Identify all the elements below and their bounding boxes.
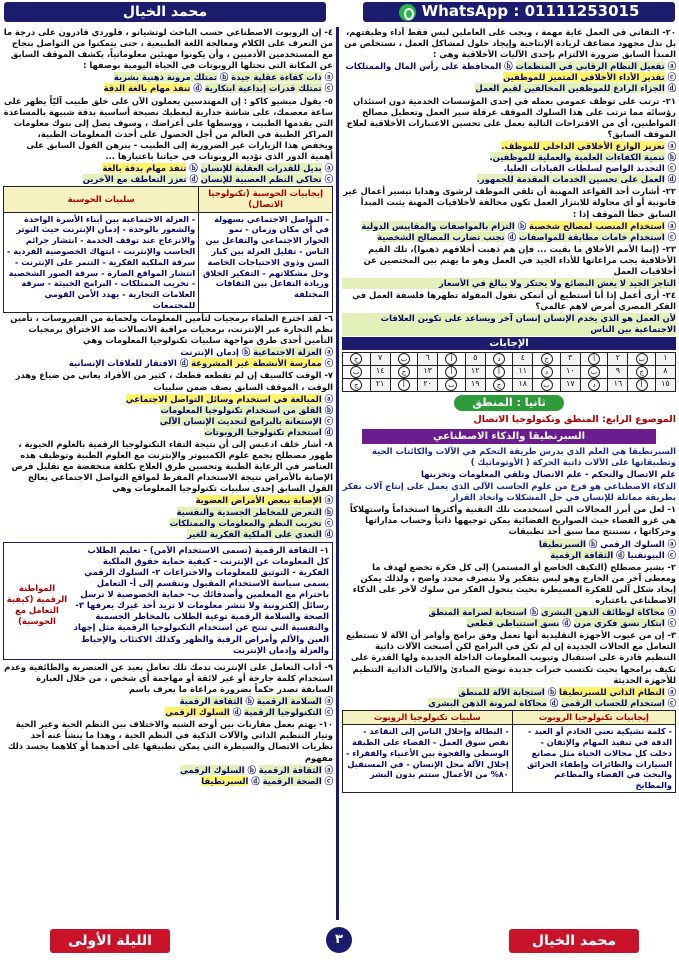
question-r1: ١- لعل من أبرز المجالات التي استخدمت تلك التقنية وأكثرها استخداماً واستهلاكاً هي غزو الفضاء حيث الصواريخ الفضائية يمكن توجيهها ذاتياً وحساب مداراتها وحركاتها ، نستنتج مما سبق أحد تطبيقات [349, 504, 676, 537]
question-23: ٢٣- (إنما الأمم الأخلاق ما بقيت ... فإن هم ذهبت أخلاقهم ذهبوا)، تلك القيم الأخلاقية يجب مراعاتها للأداء الجيد في العمل وهو ما يهتم بين المختصين عن أخلاقيات العمل [363, 243, 676, 276]
robot-neg-title: سلبيات تكنولوجيا الروبوت [343, 710, 513, 724]
answer-number: ١٨ [513, 378, 533, 391]
right-column [342, 27, 676, 920]
answer-number: ١١ [513, 365, 533, 378]
answer-cell: ج [343, 378, 371, 391]
robot-pos: - كلمة تشيكية تعني الخادم أو العبد - الدقة في تنفيذ المهام والإتقان - دخلت كل مجالات الحياة مثل مصانع السيارات والطائرات وإطفاء الحرائق والبحث في الفضاء والمطاعم والمطابخ [512, 725, 675, 793]
qr3-options: ⓐ النظام الذاتي للسبرنطيقا ⓑ استجابة الآلة للمنطق ⓒ استخدام للحساب الرقمي ⓓ محاكاة لمرونة الذهن البشري [428, 686, 676, 708]
answer-number: ٢٠ [418, 378, 438, 391]
robot-pos-title: إيجابيات تكنولوجيا الروبوت [512, 710, 675, 724]
answer-number: ٥ [465, 352, 485, 365]
answer-cell: ب [343, 365, 371, 378]
answer-cell: أ [438, 352, 465, 365]
question-9: ٩- أداب التعامل على الإنترنت تدمك تلك تعامل بعيد عن العنصرية والطائفية وعدم استخدام كلمة جارحة أو غير لائقة أو مهاجمة أي شخص ، من خلال العبارة السابقة نصدر حكماً بضرورة مراعاة ما يعرف باسم [4, 661, 333, 694]
answer-number: ١٠ [560, 365, 580, 378]
answer-cell: أ [485, 365, 512, 378]
question-r3: ٣- إن من عيوب الأجهزة التقليدية أنها تعمل وفق برامج وأوامر أن الآلة لا تستطيع التعامل مع الحالات الجديدة إن لم تكن في البرامج لكن أصبحت الآلات ذاتية التنظيم قادرة على استقبال وتبويب المعلومات الداخلة الجديدة ولها القدرة على تكيف برامجها بحيث تكتسب خبرات جديدة توضح المبادئ والآليات الذاتية التنظيم للأجهزة الحديثة [345, 630, 676, 685]
question-4: ٤- إن الروبوت الاصطناعي حسب الباحث لوتشيانو ، فلوردي قادرون على درجة ما من التعرف على الكلام ومعالجة اللغة الطبيعية ، حتى يتمكنوا من التواصل بنجاح مع المستخدمين الأدميين ، وأن يكونوا مهيئين معلوماتياً، يكشف الموقف السابق عن المكانة التي تحتلها الروبوتات في الحياة اليومية بوصفها : [3, 27, 333, 71]
answers-row [343, 378, 676, 391]
question-10: ١٠- يهتم بعمل مقارنات بين أوجه الشبه والاختلاف بين النظم الحية وغير الحية وتيار التنظيم الذاتي والآلات الذكية في النظم الحية ، وهذا ما ينشأ عنه أحد نظريات الاتصال والسيطرة التي يمكن تطبيقها على أحدهما أو كلاهما يجسد ذلك مفهوم [7, 719, 333, 763]
definition-cybernetics-2: علم الاتصال والتحكم - علم الاتصال وتلقي المعلومات وتخزينها [420, 468, 676, 479]
definition-cybernetics: السبرنطيقا هي العلم الذي يدرس طريقة التحكم في الآلات والكائنات الحية وتطبيقاتها على الآلات ذاتية الحركة ( الأوتوماتيك ) [372, 445, 676, 467]
q6-options: ⓐ العزلة الاجتماعية ⓑ إدمان الإنترنت ⓒ ممارسة الأنشطة غير المشروعة ⓓ الافتقار للعلاقات الإنسانية [68, 347, 333, 369]
answer-number: ٧ [370, 352, 390, 365]
q23-answer: التاجر الجيد لا يغش البضائع ولا يحتكر ولا يبالغ في الأسعار [342, 278, 676, 289]
digital-citizenship-text: ١- الثقافة الرقمية (تسمى الاستخدام الآمن) - تعليم الطلاب كل المعلومات عن الإنترنت - كيفية حماية حقوق الملكية الفكرية - التوثيق للمعلومات والاختراعات ٢- السلوك الرقمي يسمى سياسة الاستخدام المقبول وتنقسم إلى أ- التعامل باحترام مع المعلمين وأصدقائك ب- حماية الخصوصية لا ترسل رسائل إلكترونية ولا تنشر معلومات لا تريد أحد غيرك يعرفها ٣- الصحة والسلامة الرقمية توعية الطلاب بالمخاطر الجسمية والنفسية التي تنتج عن استخدام التكنولوجيا الرقمية مثل إجهاد العين والألم وأمراض الرقبة والظهر وكذلك الاكتئاب والإحباط والعزلة وإدمان الإنترنت [73, 544, 329, 655]
page-footer [0, 922, 679, 960]
q20-options: ⓐ تفعيل النظام الرقابي في المنظمات ⓑ المحافظة على رأس المال والممتلكات ⓒ تقدير الأداء الأخلاقي المتميز للموظفين ⓓ الجزاء الرادع للموظفين المخالفين لقيم العمل [345, 61, 676, 94]
answer-cell: ج [343, 352, 371, 365]
answer-number: ١٩ [465, 378, 485, 391]
footer-night-label: الليلة الأولى [50, 929, 170, 953]
answer-number: ١٢ [465, 365, 485, 378]
question-8: ٨- أشار خلف ادعيس إلى أن نتيجة التقاء التكنولوجيا الرقمية بالعلوم الحيوية ، ظهور مصطلح يجمع علوم الكمبيوتر والإنترنت مع العلوم الطبية وتوظيف هذه العناصر في الرعاية الطبية وتحسين طرق العلاج بكلفة منخفضة مع تقليل فرص الإصابة بالأمراض نتيجة الاستخدام المفرط لمواقع التواصل الاجتماعي يعالج القول السابق إحدى سلبيات تكنولوجيا المعلومات وهي [11, 438, 333, 494]
q9-options: ⓐ السلامة الرقمية ⓑ الثقافة الرقمية ⓒ التكنولوجيا الرقمية ⓓ السلوك الرقمي [165, 696, 333, 718]
q4-options: ⓐ ذات كفاءة عقلية جيدة ⓑ تمتلك مرونة ذهنية بشرية ⓒ تمتلك قدرات إبداعية ابتكارية ⓓ تنفذ مهام بالغة الدقة [103, 72, 333, 94]
q22-options: ⓐ استخدام المنصب لمصالح شخصية ⓑ التزام بالمواصفات والمقاييس الدولية ⓒ استخدام خامات مطابقة للمواصفات ⓓ تجنب تضارب المصالح الشخصية [361, 220, 676, 242]
question-20: ٢٠- التفاني في العمل غاية مهمة ، ويجب على العاملين ليس فقط أداء وظيفتهم، بل بذل مجهود مضاعف لزيادة الإنتاجية وإيجاد حلول لمشاكل العمل ، نستخلص من المبدأ السابق ضرورة الالتزام بإحدى الآليات الأخلاقية وهي : [344, 27, 676, 60]
robot-table [342, 710, 676, 793]
computing-table [3, 186, 333, 313]
footer-author: محمد الخيال [509, 929, 639, 953]
author-name: محمد الخيال [122, 3, 208, 20]
answer-cell: ج [485, 378, 512, 391]
question-6: ٦- لقد اخترع العلماء برمجيات لتأمين المعلومات ولحماية من الفيروسات ، تأمين نظم التجارة عبر الإنترنت، برمجيات مراقبة الاتصالات ضد الاختراق برمجيات التأمين أحدى طرق مواجهة سلبيات تكنولوجيا المعلومات وهي [10, 312, 333, 346]
answer-number: ١٥ [655, 378, 675, 391]
answer-number: ١٧ [560, 378, 580, 391]
question-5: ٥- يقول ميشيو كاكو : إن المهندسين يعملون الآن على خلق طبيب آليّاً يظهر على ساعة معصمك، على شاشة جدارية ليعطيك نصيحة أساسية بدقة شبيهة بالمساعدة التي يقدمها الطبيب ، ووسطها على أعراضك ، وسوف يصل إلى بنوك معلومات المراكز الطبية في العالم من أجل الحصول على أحدث المعلومات الطبية، ويخفض هذا الزيارات غير الضرورية إلى الطبيب - يبرهن القول السابق على أهمية الدور الذي تؤديه الروبوتات في حياتنا باعتبارها ... [3, 95, 333, 162]
q8-options: ⓐ الإصابة ببعض الأمراض العضوية ⓑ التعرض للمخاطر الجسدية والنفسية ⓒ تخريب النظم والمعلومات والممتلكات ⓓ التعدي على الملكية الفكرية للغير [169, 495, 333, 539]
question-7: ٧- الوقت كالسيف إن لم تقطعه قطعك ، كثير من الأفراد يعاني من ضياع وهدر الوقت ، الموقف السابق يصف ضمن سلبيات [15, 370, 333, 392]
computing-neg-title: سلبيات الحوسبة [4, 187, 199, 212]
whatsapp-number: WhatsApp : 01111253015 [421, 2, 640, 21]
qr1-options: ⓐ السلوك الرقمي ⓑ السبرنطيقا ⓒ البيوتقنيا ⓓ الثقافة الرقمية [538, 538, 676, 560]
computing-pos: - التواصل الاجتماعي بسهولة في أي مكان وزمان - نمو الحوار الاجتماعي والتفاعل بين الناس - تقليل العزلة بين كبار السن وذوي الاحتياجات الخاصة وحل مشكلاتهم - التفكير الخلاق وزيادة التفاعل بين الثقافات المختلفة [199, 212, 333, 312]
answer-cell: أ [580, 352, 607, 365]
column-divider [336, 27, 339, 920]
answers-table [342, 352, 676, 392]
answer-number: ١ [655, 352, 675, 365]
answer-cell: أ [628, 378, 655, 391]
answer-number: ٢ [608, 352, 628, 365]
answer-cell: ج [533, 352, 560, 365]
author-banner [4, 2, 326, 22]
q21-options: ⓐ تعزيز الوازع الأخلاقي الداخلي للموظف. ⓑ تنمية الكفاءات العلمية والعملية للموظفين. ⓒ التحديد الواضح لسلطات القيادات العليا. ⓓ العمل على تحسين الخدمات المقدمة للجمهور. [476, 140, 676, 185]
robot-neg: - البطالة وإحلال الناس إلى التقاعد - نقص سوق العمل - القضاء على الطبقة الوسطى والفجوة بين الأغنياء والفقراء - إحلال الآلة محل الإنسان - في المستقبل ٨٠% من الأعمال ستتم بدون البشر [343, 725, 513, 793]
answer-cell: د [533, 365, 560, 378]
answer-number: ٦ [418, 352, 438, 365]
question-24: ٢٤- أرى أعمل إذا أنا أستطيع أن أتمكن تقول المقولة تظهرها فلسفة العمل في الفكر المصري أمرض لاهم عالمي؟ [352, 290, 676, 312]
digital-citizenship-box [3, 542, 333, 660]
answer-number: ٣ [560, 352, 580, 365]
answers-row [343, 352, 676, 365]
computing-pos-title: إيجابيات الحوسبة (تكنولوجيا الاتصال) [199, 187, 333, 212]
definition-ai: الذكاء الاصطناعي هو فرع من علوم الحاسب الآلي الذي يعمل على إنتاج آلات تفكر بطريقة مماثلة للإنسان في حل المشكلات واتخاذ القرار [342, 481, 676, 503]
answer-number: ١٣ [418, 365, 438, 378]
answer-cell: د [580, 378, 607, 391]
topic-title: الموضوع الرابع: المنطق وتكنولوجيا الاتصال [473, 414, 676, 426]
answers-title: الإجابات [342, 337, 676, 350]
topic-band: السبرنطيقا والذكاء الاصطناعي [362, 429, 656, 444]
answer-number: ٨ [655, 365, 675, 378]
answer-cell: ب [390, 352, 417, 365]
answer-cell: ب [628, 352, 655, 365]
digital-citizenship-label: المواطنة الرقمية (كيفية التعامل مع الحوسبة) [6, 582, 68, 627]
whatsapp-banner [363, 2, 675, 22]
answer-number: ٢١ [370, 378, 390, 391]
q5-options: ⓐ بديل للقدرات العقلية للإنسان ⓑ تنفذ مهام بدقة بالغة ⓒ تحاكي النظم العصبية للإنسان ⓓ تعزز التعاطف مع الآخرين [82, 163, 333, 185]
answer-cell: ج [390, 365, 417, 378]
answer-cell: ب [580, 365, 607, 378]
answer-cell: أ [390, 378, 417, 391]
q10-options: ⓐ الثقافة الرقمية ⓑ السلوك الرقمي ⓒ الصحة الرقمية ⓓ السبرنطيقا [179, 764, 333, 786]
question-22: ٢٢- أشارت أحد القواعد المهنية أن تلقي الموظف لرشوى وهدايا تيسير أعمال غير قانونية أو أي محاولة للابتزاز العمل تكون مخالفة لأخلاقيات المهنة يثبت المبدأ السابق خطأ الموقف إذا : [343, 186, 676, 219]
answer-number: ٤ [513, 352, 533, 365]
answer-cell: أ [438, 365, 465, 378]
section-heading: ثانيا : المنطق [342, 395, 676, 412]
question-21: ٢١- ترتب على توظف عمومي بعمله في إحدى المؤسسات الخدمية دون استئذان رؤسائه مما ترتب على هذا السلوك الموقف عرقلة سير العمل وتعطيل مصالح المواطنين، أي من الاقتراحات التالية يعمل على تحسين الاعتبارات الأخلاقية لعلاج الموقف السابق؟ [346, 95, 676, 139]
page-header [0, 0, 679, 26]
computing-neg: - العزلة الاجتماعية بين أبناء الأسرة الواحدة والشعور بالوحدة - إدمان الإنترنت حيث التوتر والانزعاج عند توقف الخدمة - انتشار جرائم الحاسب والإنترنت - انتهاك الخصوصية الفردية - سرقة الملكية الفكرية - التنمر على الإنترنت - انتشار المواقع الضارة - سرقة الصور الشخصية - تخريب الممتلكات - البرامج الخبيثة - سرقة العلامات التجارية - يهدد الأمن القومي للمجتمعات [4, 212, 199, 312]
page-number: ٣ [326, 927, 352, 953]
answer-cell: ب [438, 378, 465, 391]
answer-number: ٩ [608, 365, 628, 378]
q24-answer: لأن العمل هو الذي يخدم الإنسان إنسان آخر ويساعد على تكوين العلاقات الاجتماعية بين الناس [342, 313, 676, 335]
question-r2: ٢- يشير مصطلح (التكيف الخاضع أو المستمر) إلى كل فكرة تخضع لهدف ما ومعطى آخر من الخارج وهو ليس بتفكير ولا بتصرف محدد واضح ، ولذلك يمكن إيجاد شكل آلي للفكرة المسيطرة بحيث يتحول الفكر من سلوك لآخر على الذكاء الاصطناعي باعتباره [352, 561, 676, 605]
answer-number: ١٦ [608, 378, 628, 391]
left-column [3, 27, 333, 920]
answers-row [343, 365, 676, 378]
whatsapp-icon [399, 4, 416, 21]
answer-cell: ب [533, 378, 560, 391]
answer-cell: ج [628, 365, 655, 378]
answer-cell: د [485, 352, 512, 365]
q7-options: ⓐ المبالغة في استخدام وسائل التواصل الاجتماعي ⓑ القلق من استخدام تكنولوجيا المعلومات ⓒ الإستعانة بالبرامج لتحديث الإنسان الآلي ⓓ استخدام تكنولوجيا الروبوتات [125, 393, 333, 437]
answer-number: ١٤ [370, 365, 390, 378]
qr2-options: ⓐ محاكاة لوظائف الذهن البشري ⓑ استجابة لصرامة المنطق ⓒ ابتكار نسق فكري مرن ⓓ نسق استنباطي قطعي [428, 607, 676, 629]
